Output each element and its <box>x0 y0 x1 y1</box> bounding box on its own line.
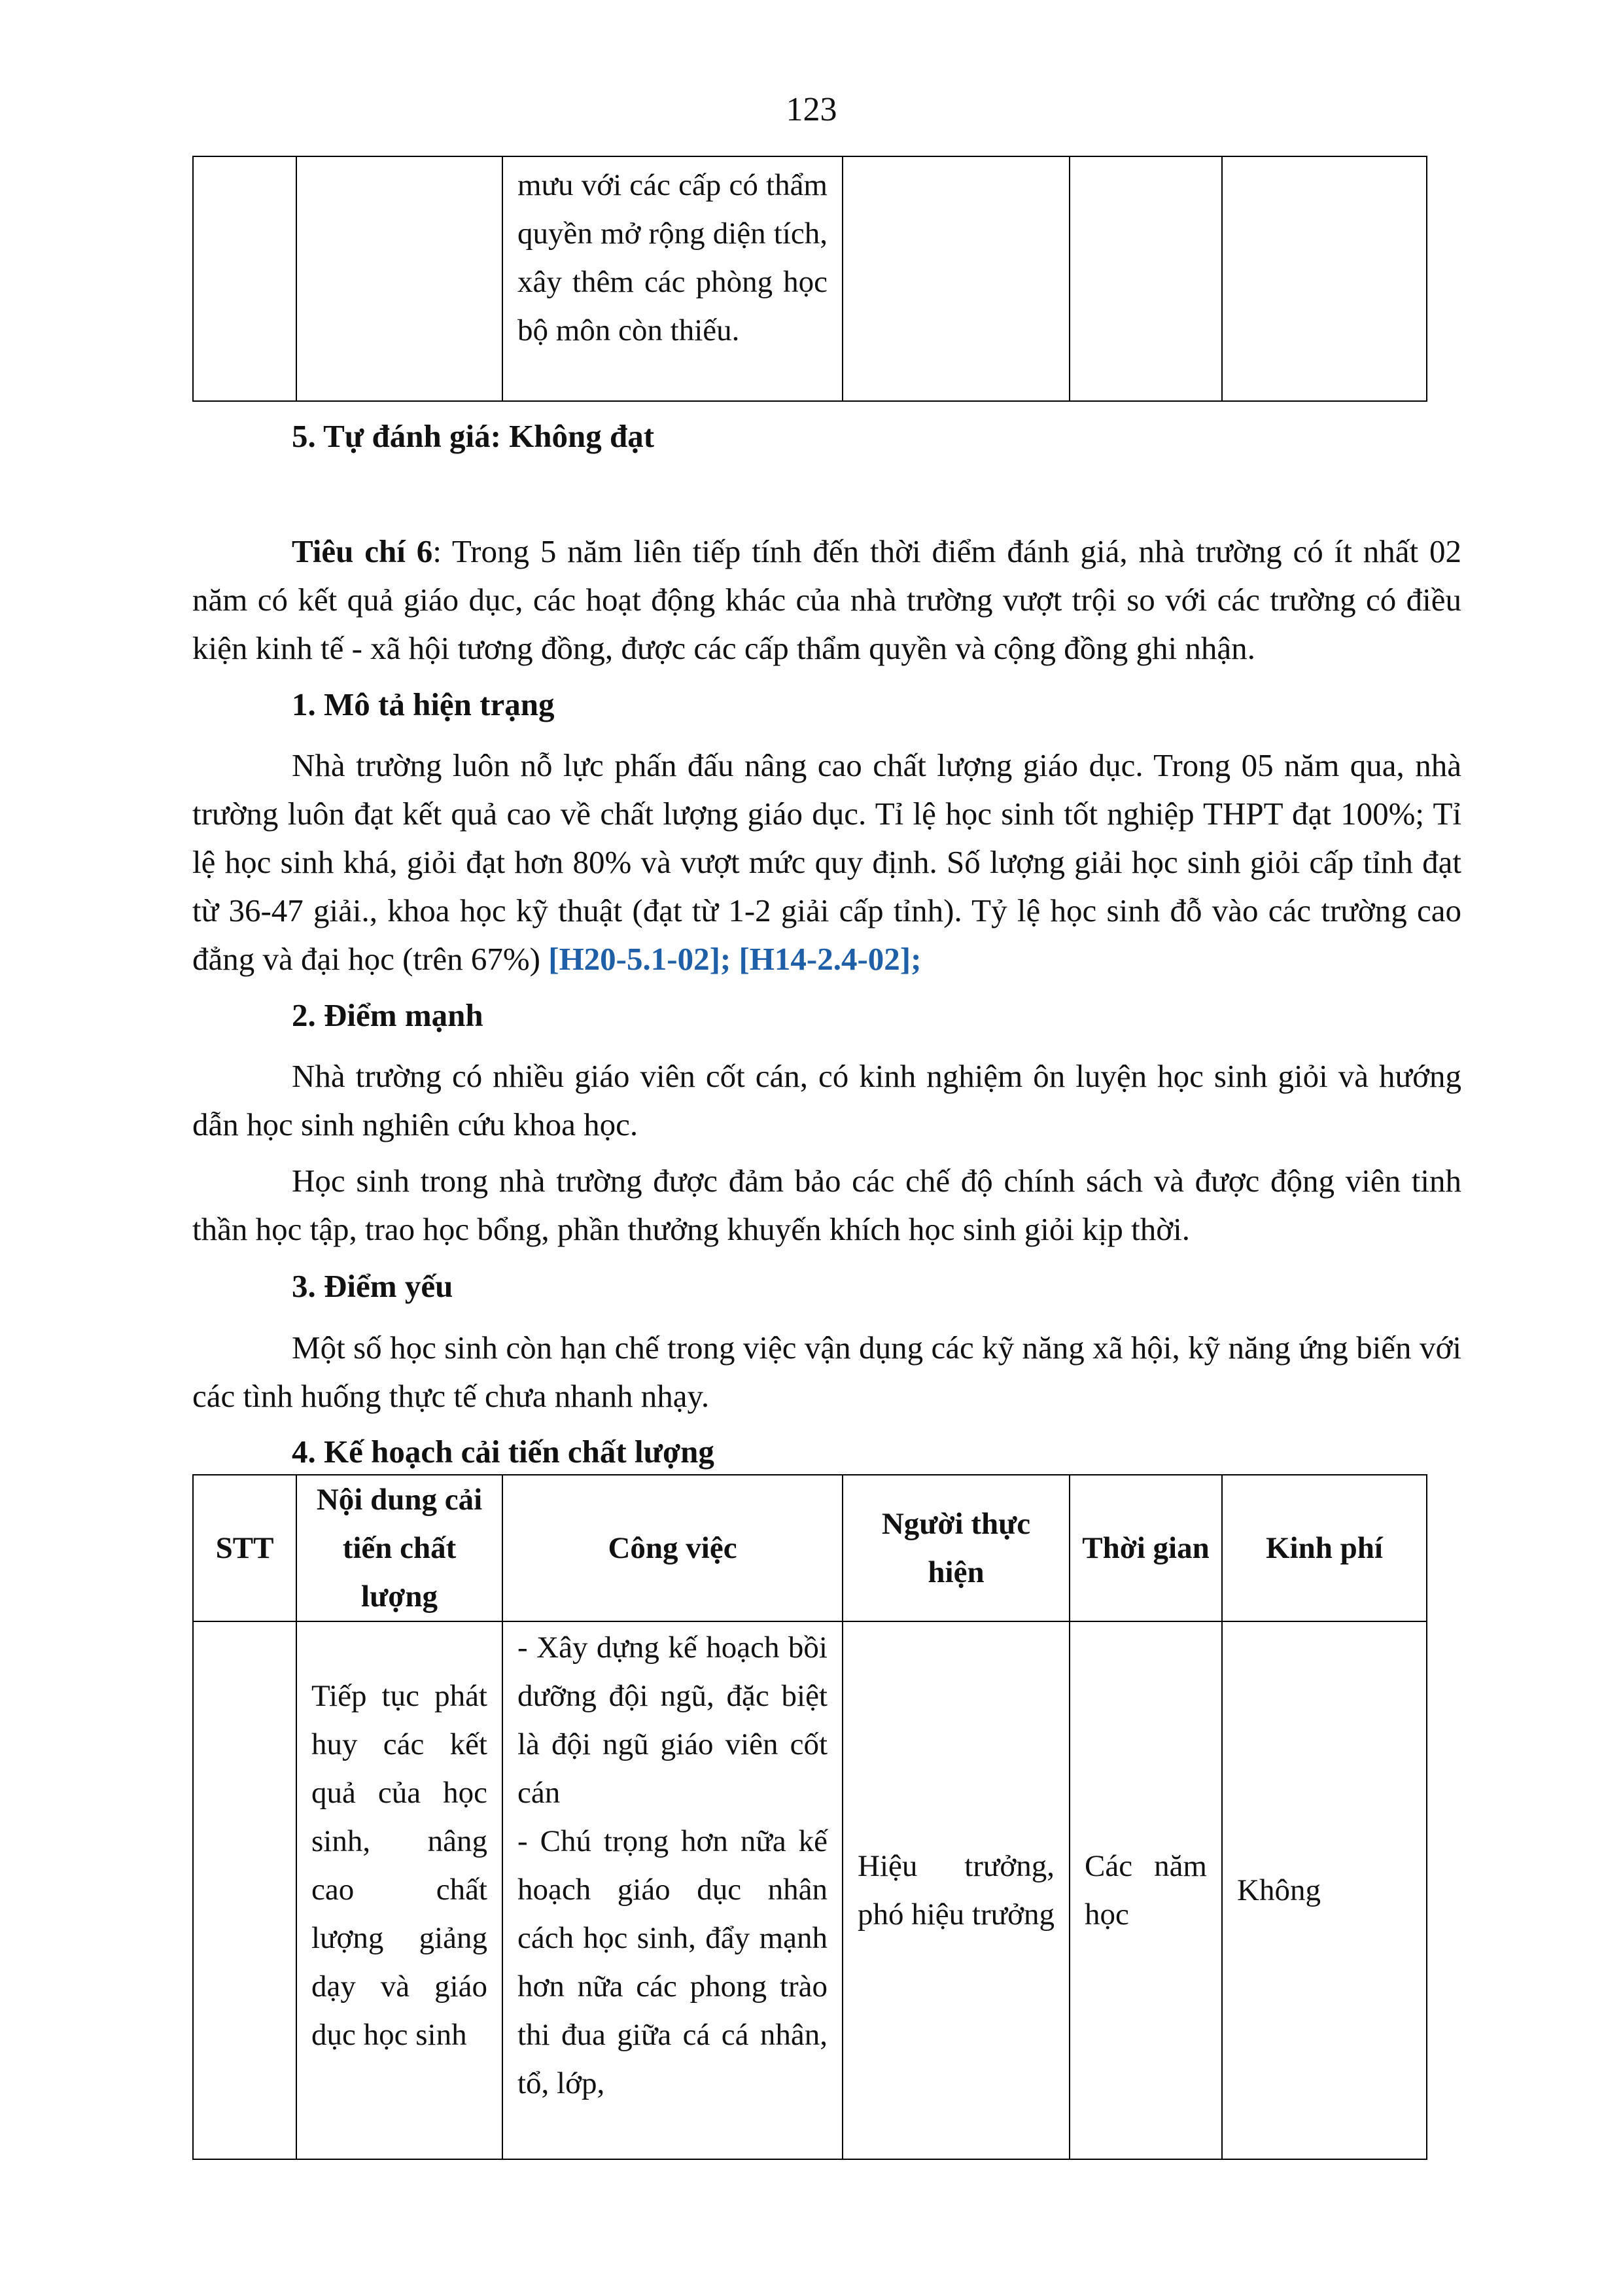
table-row <box>193 1621 1427 2159</box>
criterion-text: : Trong 5 năm liên tiếp tính đến thời điểm đánh giá, nhà trường có ít nhất 02 năm có kết quả giáo dục, các hoạt động khác của nhà trường vượt trội so với các trường có điều kiện kinh tế - xã hội tương đồng, được các cấp thẩm quyền và cộng đồng ghi nhận. <box>192 533 1461 666</box>
table-header-row <box>193 1475 1427 1621</box>
header-task: Công việc <box>502 1475 843 1621</box>
header-content: Nội dung cải tiến chất lượng <box>296 1475 502 1621</box>
current-status-text: Nhà trường luôn nỗ lực phấn đấu nâng cao chất lượng giáo dục. Trong 05 năm qua, nhà trường luôn đạt kết quả cao về chất lượng giáo dục. Tỉ lệ học sinh tốt nghiệp THPT đạt 100%; Tỉ lệ học sinh khá, giỏi đạt hơn 80% và vượt mức quy định. Số lượng giải học sinh giỏi cấp tỉnh đạt từ 36-47 giải., khoa học kỹ thuật (đạt từ 1-2 giải cấp tỉnh). Tỷ lệ học sinh đỗ vào các trường cao đẳng và đại học (trên 67%) <box>192 747 1461 977</box>
header-person: Người thực hiện <box>843 1475 1070 1621</box>
header-budget: Kinh phí <box>1222 1475 1427 1621</box>
evidence-refs: [H20-5.1-02]; [H14-2.4-02]; <box>548 941 922 977</box>
header-time: Thời gian <box>1070 1475 1222 1621</box>
time-cell <box>1070 156 1222 401</box>
budget-cell <box>1222 156 1427 401</box>
header-stt: STT <box>193 1475 296 1621</box>
current-status-heading: 1. Mô tả hiện trạng <box>292 686 555 722</box>
strengths-paragraph-1: Nhà trường có nhiều giáo viên cốt cán, có kinh nghiệm ôn luyện học sinh giỏi và hướng dẫn học sinh nghiên cứu khoa học. <box>192 1058 1461 1142</box>
strengths-heading: 2. Điểm mạnh <box>292 997 483 1033</box>
task-cell <box>502 1621 843 2159</box>
page-number: 123 <box>786 91 837 128</box>
improvement-plan-table <box>192 1474 1427 2160</box>
current-status-paragraph <box>192 741 1461 983</box>
weaknesses-paragraph: Một số học sinh còn hạn chế trong việc vận dụng các kỹ năng xã hội, kỹ năng ứng biến với các tình huống thực tế chưa nhanh nhạy. <box>192 1330 1461 1414</box>
improvement-plan-heading: 4. Kế hoạch cải tiến chất lượng <box>292 1434 714 1470</box>
stt-cell <box>193 156 296 401</box>
budget-cell: Không <box>1222 1621 1427 2159</box>
time-cell: Các năm học <box>1070 1621 1222 2159</box>
person-cell <box>843 156 1070 401</box>
stt-cell <box>193 1621 296 2159</box>
self-assessment-heading: 5. Tự đánh giá: Không đạt <box>292 418 655 454</box>
weaknesses-heading: 3. Điểm yếu <box>292 1268 453 1304</box>
task-cell: mưu với các cấp có thẩm quyền mở rộng diện tích, xây thêm các phòng học bộ môn còn thiếu. <box>502 156 843 401</box>
person-cell: Hiệu trưởng, phó hiệu trưởng <box>843 1621 1070 2159</box>
table-row <box>193 156 1427 401</box>
criterion-label: Tiêu chí 6 <box>292 533 433 569</box>
task-item-2: - Chú trọng hơn nữa kế hoạch giáo dục nhân cách học sinh, đẩy mạnh hơn nữa các phong trào thi đua giữa cá cá nhân, tổ, lớp, <box>517 1824 828 2100</box>
task-item-1: - Xây dựng kế hoạch bồi dưỡng đội ngũ, đặc biệt là đội ngũ giáo viên cốt cán <box>517 1631 828 1810</box>
content-cell: Tiếp tục phát huy các kết quả của học sinh, nâng cao chất lượng giảng dạy và giáo dục học sinh <box>296 1621 502 2159</box>
content-cell <box>296 156 502 401</box>
criterion-paragraph <box>192 527 1461 673</box>
strengths-paragraph-2: Học sinh trong nhà trường được đảm bảo các chế độ chính sách và được động viên tinh thần học tập, trao học bổng, phần thưởng khuyến khích học sinh giỏi kịp thời. <box>192 1163 1461 1247</box>
plan-table-continued <box>192 156 1427 402</box>
